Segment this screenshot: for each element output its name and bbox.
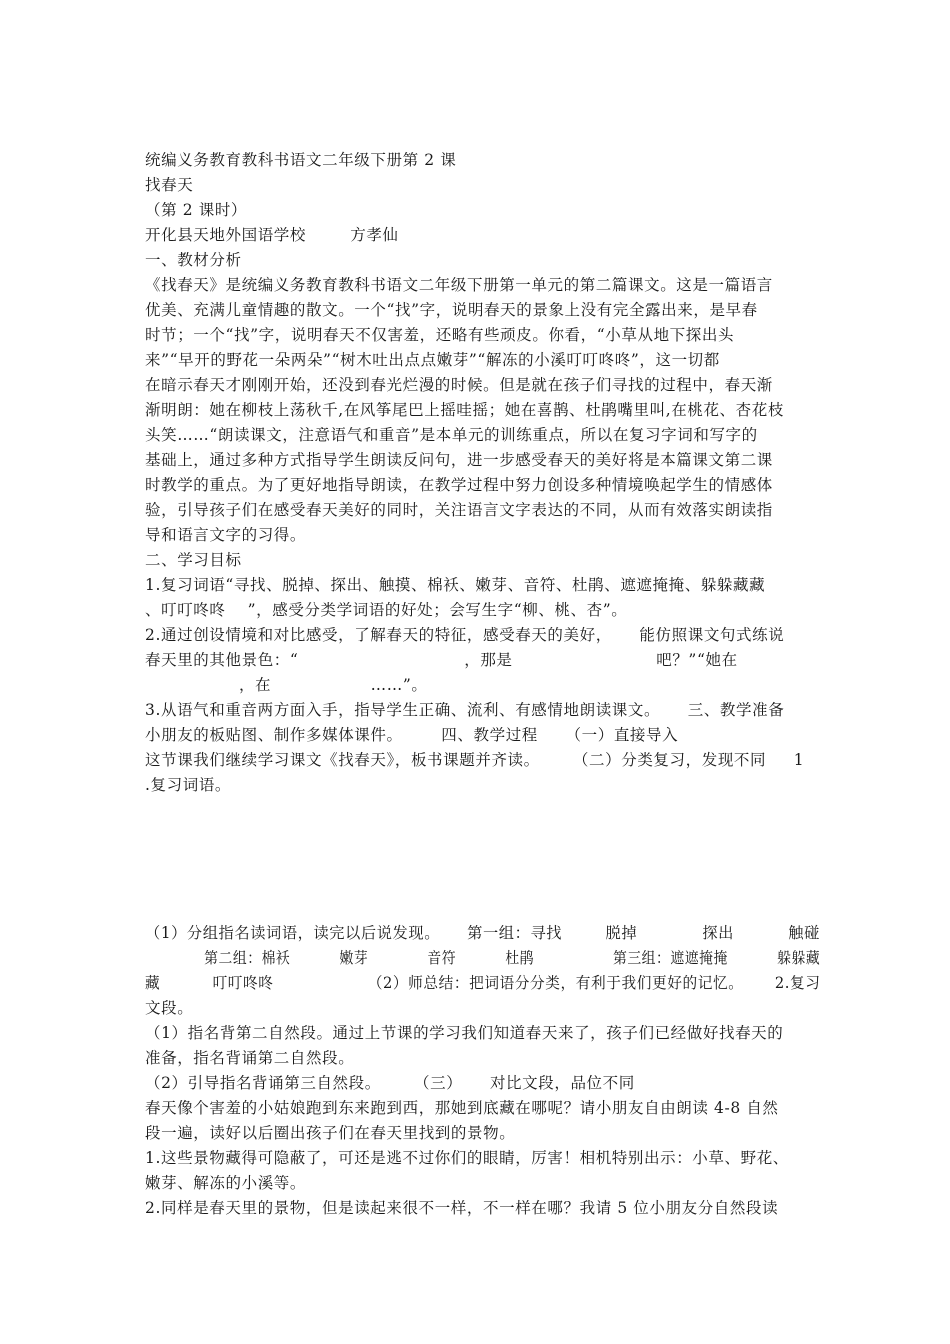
paragraph-line: 优美、充满儿童情趣的散文。一个“找”字，说明春天的景象上没有完全露出来，是早春: [145, 301, 758, 319]
paragraph-line: 3.从语气和重音两方面入手，指导学生正确、流利、有感情地朗读课文。 三、教学准备: [145, 701, 785, 719]
paragraph-line: （1）指名背第二自然段。通过上节课的学习我们知道春天来了，孩子们已经做好找春天的: [145, 1024, 784, 1042]
paragraph-line: 导和语言文字的习得。: [145, 526, 307, 544]
paragraph-line: 2.通过创设情境和对比感受，了解春天的特征，感受春天的美好， 能仿照课文句式练说: [145, 626, 785, 644]
paragraph-line: 春天里的其他景色：“ ，那是 吧？”“她在: [145, 651, 738, 669]
paragraph-line: 2.同样是春天里的景物，但是读起来很不一样，不一样在哪？我请 5 位小朋友分自然段读: [145, 1199, 779, 1217]
paragraph-line: 头笑……“朗读课文，注意语气和重音”是本单元的训练重点，所以在复习字词和写字的: [145, 426, 758, 444]
author-line: 开化县天地外国语学校 方孝仙: [145, 226, 399, 244]
paragraph-line: 小朋友的板贴图、制作多媒体课件。 四、教学过程 （一）直接导入: [145, 726, 679, 744]
paragraph-line: 《找春天》是统编义务教育教科书语文二年级下册第一单元的第二篇课文。这是一篇语言: [145, 276, 773, 294]
paragraph-line: （1）分组指名读词语，读完以后说发现。 第一组：寻找 脱掉 探出 触碰: [145, 924, 820, 942]
paragraph-line: 文段。: [145, 999, 194, 1017]
paragraph-line: 渐明朗：她在柳枝上荡秋千,在风筝尾巴上摇哇摇；她在喜鹊、杜鹃嘴里叫,在桃花、杏花枝: [145, 401, 784, 419]
paragraph-line: .复习词语。: [145, 776, 232, 794]
paragraph-line: 嫩芽、解冻的小溪等。: [145, 1174, 307, 1192]
paragraph-line: 春天像个害羞的小姑娘跑到东来跑到西，那她到底藏在哪呢？请小朋友自由朗读 4-8 自然: [145, 1099, 779, 1117]
paragraph-line: 这节课我们继续学习课文《找春天》，板书课题并齐读。 （二）分类复习，发现不同 1: [145, 751, 805, 769]
paragraph-line: 藏 叮叮咚咚 （2）师总结：把词语分分类，有利于我们更好的记忆。 2.复习: [145, 974, 821, 992]
paragraph-line: 1.这些景物藏得可隐蔽了，可还是逃不过你们的眼睛，厉害！相机特别出示：小草、野花、: [145, 1149, 789, 1167]
section-heading: 二、学习目标: [145, 551, 242, 569]
lesson-period: （第 2 课时）: [145, 201, 248, 219]
paragraph-line: 段一遍，读好以后圈出孩子们在春天里找到的景物。: [145, 1124, 516, 1142]
paragraph-line: 准备，指名背诵第二自然段。: [145, 1049, 355, 1067]
lesson-title: 找春天: [145, 176, 194, 194]
paragraph-line: 1.复习词语“寻找、脱掉、探出、触摸、棉袄、嫩芽、音符、杜鹃、遮遮掩掩、躲躲藏藏: [145, 576, 766, 594]
paragraph-line: 时节；一个“找”字，说明春天不仅害羞，还略有些顽皮。你看，“小草从地下探出头: [145, 326, 735, 344]
paragraph-line: 在暗示春天才刚刚开始，还没到春光烂漫的时候。但是就在孩子们寻找的过程中，春天渐: [145, 376, 773, 394]
paragraph-line: 基础上，通过多种方式指导学生朗读反问句，进一步感受春天的美好将是本篇课文第二课: [145, 451, 773, 469]
paragraph-line: ，在 ……”。: [145, 676, 428, 694]
paragraph-line: 来”“早开的野花一朵两朵”“树木吐出点点嫩芽”“解冻的小溪叮叮咚咚”，这一切都: [145, 351, 720, 369]
paragraph-line: 验，引导孩子们在感受春天美好的同时，关注语言文字表达的不同，从而有效落实朗读指: [145, 501, 773, 519]
paragraph-line: 时教学的重点。为了更好地指导朗读，在教学过程中努力创设多种情境唤起学生的情感体: [145, 476, 773, 494]
doc-title: 统编义务教育教科书语文二年级下册第 2 课: [145, 151, 457, 169]
paragraph-line: （2）引导指名背诵第三自然段。 （三） 对比文段，品位不同: [145, 1074, 635, 1092]
paragraph-line: 第二组：棉袄 嫩芽 音符 杜鹃 第三组：遮遮掩掩 躲躲藏: [145, 949, 821, 967]
paragraph-line: 、叮叮咚咚 ”，感受分类学词语的好处；会写生字“柳、桃、杏”。: [145, 601, 628, 619]
section-heading: 一、教材分析: [145, 251, 242, 269]
